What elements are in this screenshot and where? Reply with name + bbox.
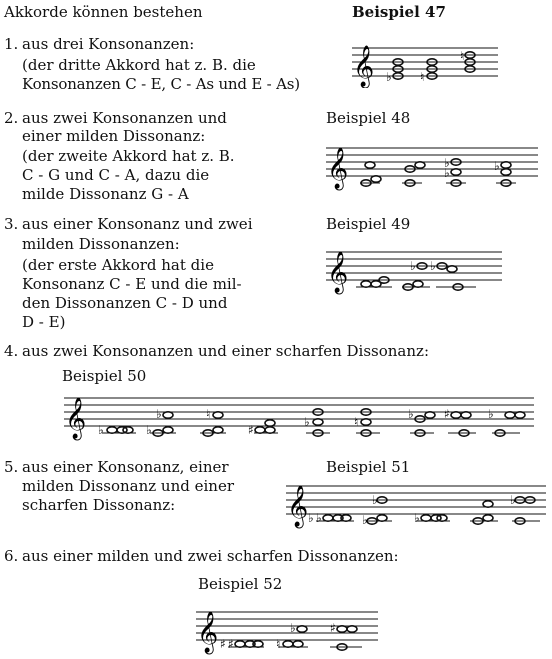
section-3-line: aus einer Konsonanz und zwei bbox=[22, 215, 253, 233]
staff-50-svg bbox=[64, 390, 536, 444]
staff-52-svg bbox=[196, 604, 380, 656]
flat-icon: ♭ bbox=[372, 493, 378, 507]
example-label: Beispiel 51 bbox=[326, 458, 411, 476]
flat-icon: ♭ bbox=[316, 511, 322, 525]
section-2-line: (der zweite Akkord hat z. B. bbox=[22, 147, 235, 165]
section-3-number: 3. bbox=[4, 215, 19, 233]
flat-icon: ♭ bbox=[488, 407, 494, 421]
flat-icon: ♭ bbox=[386, 70, 392, 84]
section-4-line: aus zwei Konsonanzen und einer scharfen Dissonanz: bbox=[22, 342, 429, 360]
flat-icon: ♭ bbox=[362, 513, 368, 527]
section-3-line: D - E) bbox=[22, 313, 66, 331]
flat-icon: ♭ bbox=[146, 423, 152, 437]
section-1-line: aus drei Konsonanzen: bbox=[22, 35, 195, 53]
flat-icon: ♭ bbox=[444, 166, 450, 180]
music-example-51 bbox=[286, 480, 548, 532]
staff-48-svg bbox=[326, 140, 540, 196]
section-3-line: den Dissonanzen C - D und bbox=[22, 294, 228, 312]
section-3-line: (der erste Akkord hat die bbox=[22, 256, 214, 274]
section-2-line: aus zwei Konsonanzen und bbox=[22, 109, 227, 127]
section-6-number: 6. bbox=[4, 547, 19, 565]
section-2-number: 2. bbox=[4, 109, 19, 127]
section-1-line: (der dritte Akkord hat z. B. die bbox=[22, 56, 256, 74]
flat-icon: ♭ bbox=[156, 407, 162, 421]
section-6-line: aus einer milden und zwei scharfen Dissonanzen: bbox=[22, 547, 399, 565]
flat-icon: ♭ bbox=[410, 259, 416, 273]
section-4-number: 4. bbox=[4, 342, 19, 360]
flat-icon: ♭ bbox=[414, 511, 420, 525]
sharp-icon: ♯ bbox=[248, 423, 254, 437]
treble-clef-icon: 𝄞 bbox=[197, 612, 219, 653]
example-label: Beispiel 47 bbox=[352, 3, 446, 21]
example-label: Beispiel 48 bbox=[326, 109, 411, 127]
sharp-icon: ♯ bbox=[228, 637, 234, 651]
section-5-number: 5. bbox=[4, 458, 19, 476]
staff-51-svg bbox=[286, 480, 548, 532]
natural-icon: ♮ bbox=[276, 637, 281, 651]
sharp-icon: ♯ bbox=[444, 407, 450, 421]
music-example-48 bbox=[326, 140, 540, 196]
flat-icon: ♭ bbox=[290, 621, 296, 635]
staff-49-svg bbox=[326, 244, 504, 296]
treble-clef-icon: 𝄞 bbox=[287, 486, 309, 527]
section-5-line: aus einer Konsonanz, einer bbox=[22, 458, 229, 476]
natural-icon: ♮ bbox=[460, 49, 465, 63]
sharp-icon: ♯ bbox=[220, 637, 226, 651]
treble-clef-icon: 𝄞 bbox=[327, 148, 349, 189]
flat-icon: ♭ bbox=[304, 415, 310, 429]
treble-clef-icon: 𝄞 bbox=[353, 46, 375, 87]
staff-47-svg bbox=[352, 36, 500, 88]
section-5-line: scharfen Dissonanz: bbox=[22, 496, 176, 514]
section-2-line: milde Dissonanz G - A bbox=[22, 185, 189, 203]
section-3-line: Konsonanz C - E und die mil- bbox=[22, 275, 242, 293]
music-example-52 bbox=[196, 604, 380, 656]
example-label: Beispiel 52 bbox=[198, 575, 283, 593]
flat-icon: ♭ bbox=[494, 159, 500, 173]
page-heading: Akkorde können bestehen bbox=[4, 3, 203, 21]
natural-icon: ♮ bbox=[206, 407, 211, 421]
example-label: Beispiel 50 bbox=[62, 367, 147, 385]
flat-icon: ♭ bbox=[308, 511, 314, 525]
natural-icon: ♮ bbox=[420, 70, 425, 84]
section-2-line: einer milden Dissonanz: bbox=[22, 127, 206, 145]
treble-clef-icon: 𝄞 bbox=[65, 398, 87, 439]
section-2-line: C - G und C - A, dazu die bbox=[22, 166, 210, 184]
section-1-number: 1. bbox=[4, 35, 19, 53]
section-5-line: milden Dissonanz und einer bbox=[22, 477, 234, 495]
flat-icon: ♭ bbox=[98, 423, 104, 437]
section-1-line: Konsonanzen C - E, C - As und E - As) bbox=[22, 75, 300, 93]
natural-icon: ♮ bbox=[354, 415, 359, 429]
music-example-49 bbox=[326, 244, 504, 296]
sharp-icon: ♯ bbox=[330, 621, 336, 635]
flat-icon: ♭ bbox=[408, 407, 414, 421]
example-label: Beispiel 49 bbox=[326, 215, 411, 233]
flat-icon: ♭ bbox=[444, 156, 450, 170]
section-3-line: milden Dissonanzen: bbox=[22, 235, 180, 253]
music-example-47 bbox=[352, 36, 500, 88]
treble-clef-icon: 𝄞 bbox=[327, 252, 349, 293]
flat-icon: ♭ bbox=[430, 259, 436, 273]
music-example-50 bbox=[64, 390, 536, 444]
flat-icon: ♭ bbox=[510, 493, 516, 507]
